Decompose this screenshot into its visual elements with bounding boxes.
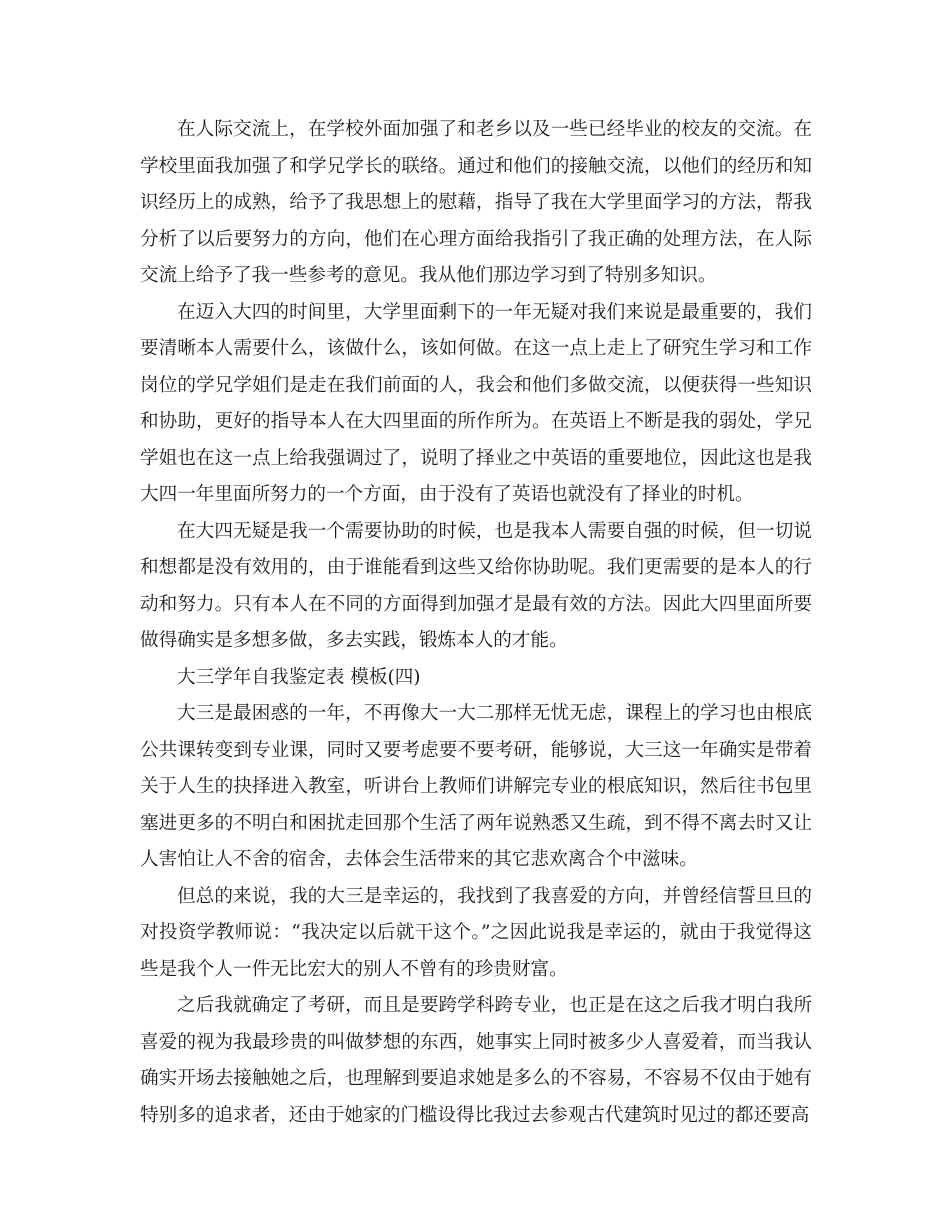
section-heading: 大三学年自我鉴定表 模板(四) <box>177 666 421 688</box>
paragraph-graduate-exam: 之后我就确定了考研，而且是要跨学科跨专业，也正是在这之后我才明白我所喜爱的视为我最珍贵的叫做梦想的东西，她事实上同时被多少人喜爱着，而当我认确实开场去接触她之后，也理解到要追求她是多么的不容易，不容易不仅由于她有特别多的追求者，还由于她家的门槛设得比我过去参观古代建筑时见过的都还要高 <box>140 995 812 1126</box>
paragraph-junior-confusion: 大三是最困惑的一年，不再像大一大二那样无忧无虑，课程上的学习也由根底公共课转变到专业课，同时又要考虑要不要考研，能够说，大三这一年确实是带着关于人生的抉择进入教室，听讲台上教师们讲解完专业的根底知识，然后往书包里塞进更多的不明白和困扰走回那个生活了两年说熟悉又生疏，到不得不离去时又让人害怕让人不舍的宿舍，去体会生活带来的其它悲欢离合个中滋味。 <box>140 703 812 870</box>
paragraph-self-reliance: 在大四无疑是我一个需要协助的时候，也是我本人需要自强的时候，但一切说和想都是没有效用的，由于谁能看到这些又给你协助呢。我们更需要的是本人的行动和努力。只有本人在不同的方面得到加强才是最有效的方法。因此大四里面所要做得确实是多想多做，多去实践，锻炼本人的才能。 <box>140 520 812 651</box>
paragraph-senior-year: 在迈入大四的时间里，大学里面剩下的一年无疑对我们来说是最重要的，我们要清晰本人需要什么，该做什么，该如何做。在这一点上走上了研究生学习和工作岗位的学兄学姐们是走在我们前面的人，我会和他们多做交流，以便获得一些知识和协助，更好的指导本人在大四里面的所作所为。在英语上不断是我的弱处，学兄学姐也在这一点上给我强调过了，说明了择业之中英语的重要地位，因此这也是我大四一年里面所努力的一个方面，由于没有了英语也就没有了择业的时机。 <box>140 301 812 505</box>
paragraph-lucky-direction: 但总的来说，我的大三是幸运的，我找到了我喜爱的方向，并曾经信誓旦旦的对投资学教师说：“我决定以后就干这个。”之因此说我是幸运的，就由于我觉得这些是我个人一件无比宏大的别人不曾有的珍贵财富。 <box>140 885 812 980</box>
document-page <box>140 112 812 1134</box>
paragraph-interpersonal: 在人际交流上，在学校外面加强了和老乡以及一些已经毕业的校友的交流。在学校里面我加强了和学兄学长的联络。通过和他们的接触交流，以他们的经历和知识经历上的成熟，给予了我思想上的慰藉，指导了我在大学里面学习的方法，帮我分析了以后要努力的方向，他们在心理方面给我指引了我正确的处理方法，在人际交流上给予了我一些参考的意见。我从他们那边学习到了特别多知识。 <box>140 119 812 286</box>
